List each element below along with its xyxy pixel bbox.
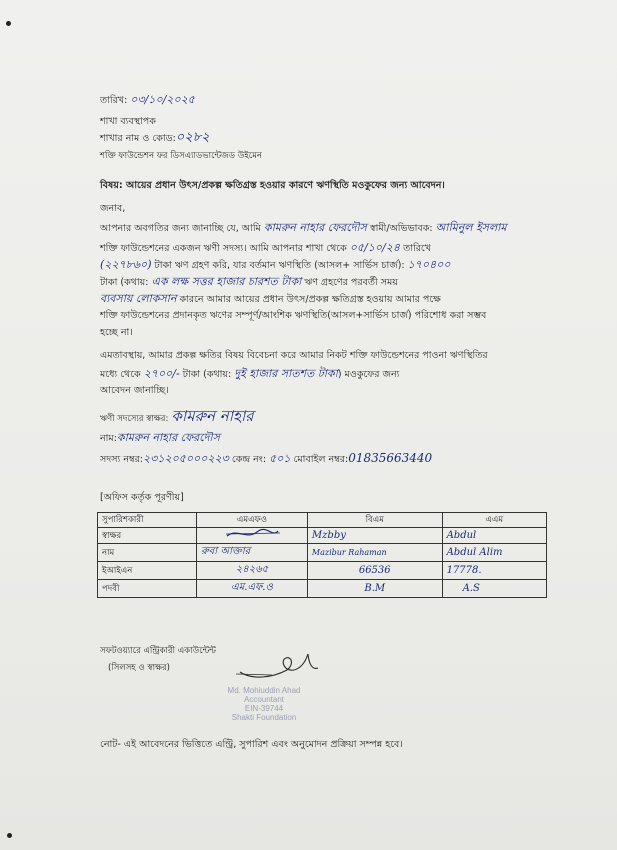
table-cell: [197, 528, 308, 544]
body-line-9: [100, 368, 399, 381]
salutation: জনাব,: [100, 203, 126, 214]
office-table: [97, 512, 547, 598]
table-row: [98, 580, 547, 598]
table-cell: Mazibur Rahaman: [307, 544, 442, 562]
text: ) মওকুফের জন্য: [337, 369, 400, 380]
body-line-2: [100, 242, 431, 255]
text: স্বামী/অভিভাবক:: [369, 223, 433, 234]
table-header: এমএফও: [197, 513, 308, 528]
row-label: স্বাক্ষর: [98, 528, 197, 544]
body-line-7: হচ্ছে না।: [100, 327, 133, 338]
accountant-signature: [232, 650, 322, 682]
text: আপনার অবগতির জন্য জানাচ্ছি যে, আমি: [100, 223, 261, 234]
date-line: [100, 94, 195, 107]
text: টাকা ঋণ গ্রহণ করি, যার বর্তমান ঋণস্থিতি (আসল+ সার্ভিস চার্জ):: [154, 260, 405, 271]
table-header: এএম: [442, 513, 546, 528]
table-row: [98, 528, 547, 544]
branch-label: শাখার নাম ও কোড:: [100, 133, 176, 144]
text: শক্তি ফাউন্ডেশনের একজন ঋণী সদস্য। আমি আপনার শাখা থেকে: [100, 243, 347, 254]
name-label: নাম:: [100, 433, 117, 444]
text: তারিখে: [403, 243, 431, 254]
table-header-row: [98, 513, 547, 528]
text: টাকা (কথায়:: [182, 369, 232, 380]
body-line-5: [100, 293, 441, 306]
body-line-3: [100, 259, 451, 272]
text: কারনে আমার আয়ের প্রধান উৎস/প্রকল্প ক্ষতিগ্রস্ত হওয়ায় আমার পক্ষে: [179, 294, 441, 305]
body-line-8: এমতাবস্থায়, আমার প্রকল্প ক্ষতির বিষয় বিবেচনা করে আমার নিকট শক্তি ফাউন্ডেশনের পাওনা ঋণস্থিতির: [100, 350, 488, 361]
mobile-label: মোবাইল নম্বর:: [293, 454, 349, 465]
member-number: ২৩১২০৫০০০২২৩: [143, 452, 229, 465]
table-cell: 66536: [307, 562, 442, 580]
date-value: ০৩/১০/২০২৫: [130, 93, 195, 106]
text: ঋণ গ্রহণের পরবর্তী সময়: [304, 277, 398, 288]
waiver-amount: ২৭০০/-: [143, 367, 180, 380]
member-name-line: [100, 432, 220, 445]
body-line-6: শক্তি ফাউন্ডেশনের প্রদানকৃত ঋণের সম্পূর্ণ/আংশিক ঋণস্থিতি(আসল+সার্ভিস চার্জ) পরিশোধ করা সম্ভব: [100, 310, 487, 321]
mobile-number: 01835663440: [348, 451, 433, 465]
body-line-4: [100, 276, 398, 289]
table-header: সুপারিশকারী: [98, 513, 197, 528]
row-label: নাম: [98, 544, 197, 562]
punch-mark: [7, 833, 12, 838]
table-row: [98, 544, 547, 562]
branch-code: ০২৮২: [175, 130, 210, 145]
text: টাকা (কথায়:: [100, 277, 149, 288]
table-cell: Mzbby: [307, 528, 442, 544]
loan-amount: (২২৭৮৬০): [100, 258, 152, 271]
body-line-10: আবেদন জানাচ্ছি।: [100, 385, 169, 396]
center-label: কেন্দ্র নং:: [231, 454, 267, 465]
to-line-3: শক্তি ফাউন্ডেশন ফর ডিসএ্যাডভান্টেজড উইমেন: [100, 151, 262, 161]
date-label: তারিখ:: [100, 95, 128, 106]
table-cell: রুবা আক্তার: [197, 544, 308, 562]
subject: বিষয়: আয়ের প্রধান উৎস/প্রকল্প ক্ষতিগ্রস্ত হওয়ার কারণে ঋণস্থিতি মওকুফের জন্য আবেদন।: [100, 180, 445, 191]
table-cell: B.M: [307, 580, 442, 598]
member-number-line: [100, 452, 432, 466]
table-cell: Abdul: [442, 528, 546, 544]
current-balance: ১৭০৪০০: [407, 258, 451, 271]
loss-reason: ব্যবসায় লোকসান: [100, 292, 177, 305]
row-label: পদবী: [98, 580, 197, 598]
note: নোট- এই আবেদনের ভিত্তিতে এন্ট্রি, সুপারিশ এবং অনুমোদন প্রক্রিয়া সম্পন্ন হবে।: [100, 739, 403, 750]
member-signature-line: [100, 407, 254, 425]
row-label: ইআইএন: [98, 562, 197, 580]
member-number-label: সদস্য নম্বর:: [100, 454, 144, 465]
stamp-ein: EIN-39744: [244, 704, 284, 713]
table-row: [98, 562, 547, 580]
waiver-in-words: দুই হাজার সাতশত টাকা: [234, 367, 338, 380]
table-cell: ২৪২৬৫: [197, 562, 308, 580]
text: মধ্যে থেকে: [100, 369, 141, 380]
body-line-1: [100, 222, 506, 235]
accountant-line-1: সফটওয়্যারে এন্ট্রিকারী একাউন্টেন্ট: [100, 646, 216, 656]
table-cell: এম.এফ.ও: [197, 580, 308, 598]
signature-label: ঋণী সদস্যের স্বাক্ষর:: [100, 414, 169, 424]
member-signature: কামরুন নাহার: [171, 407, 254, 425]
table-header: বিএম: [307, 513, 442, 528]
applicant-name: কামরুন নাহার ফেরদৌস: [263, 221, 367, 234]
to-line-2: [100, 132, 210, 145]
center-number: ৫০১: [269, 452, 291, 465]
accountant-line-2: (সিলসহ ও স্বাক্ষর): [108, 663, 170, 673]
stamp-title: Accountant: [243, 695, 285, 704]
punch-mark: [6, 21, 11, 26]
accountant-stamp: [199, 686, 329, 722]
member-name: কামরুন নাহার ফেরদৌস: [116, 431, 220, 444]
table-cell: 17778.: [442, 562, 546, 580]
signature-scribble: [222, 528, 282, 540]
stamp-name: Md. Mohiuddin Ahad: [227, 686, 301, 695]
guardian-name: আমিনুল ইসলাম: [435, 221, 507, 234]
to-line-1: শাখা ব্যবস্থাপক: [100, 116, 156, 127]
table-cell: Abdul Alim: [442, 544, 546, 562]
loan-date: ০৫/১০/২৪: [349, 241, 401, 254]
balance-in-words: এক লক্ষ সত্তর হাজার চারশত টাকা: [151, 275, 302, 288]
office-caption: [অফিস কর্তৃক পূরণীয়]: [100, 492, 184, 503]
table-cell: A.S: [442, 580, 546, 598]
stamp-org: Shakti Foundation: [231, 713, 297, 722]
